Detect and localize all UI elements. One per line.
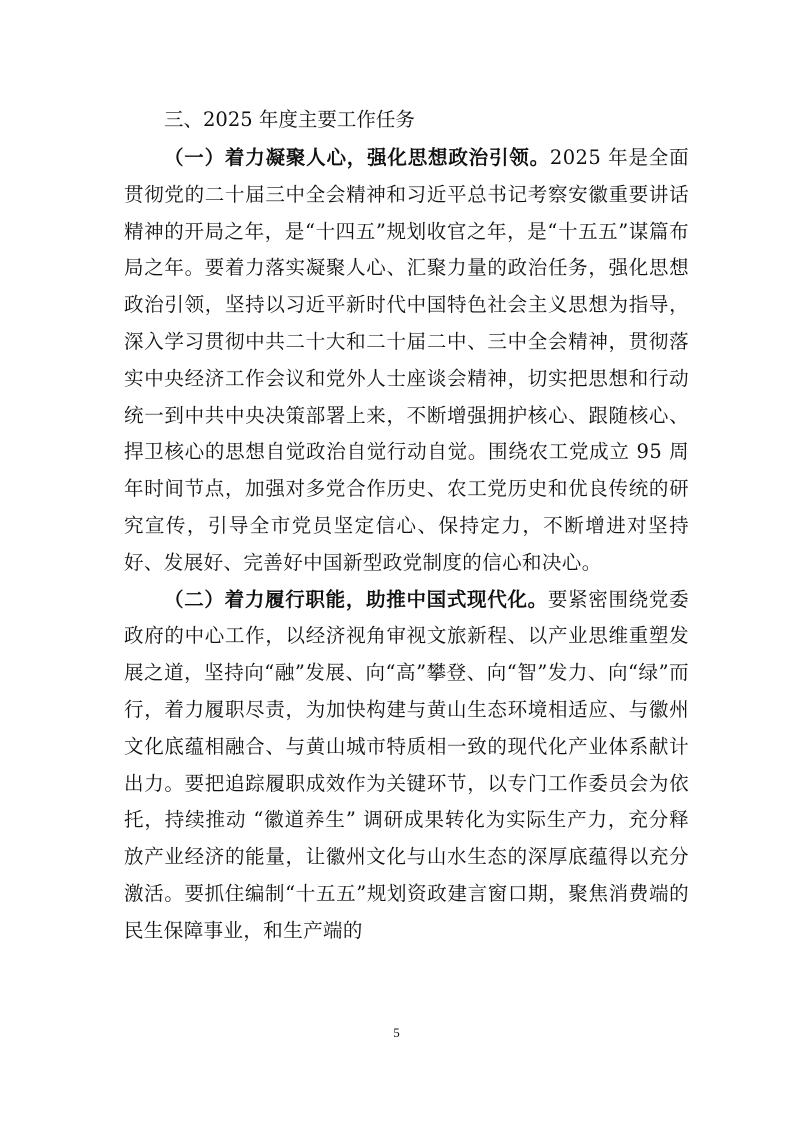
section-heading: 三、2025 年度主要工作任务 [164, 108, 415, 131]
paragraph-1-lead: （一）着力凝聚人心，强化思想政治引领。 [164, 146, 550, 169]
paragraph-2-body: 要紧密围绕党委政府的中心工作，以经济视角审视文旅新程、以产业思维重塑发展之道，坚持向“融”发展、向“高”攀登、向“智”发力、向“绿”而行，着力履职尽责，为加快构建与黄山生态环境相适应、与徽州文化底蕴相融合、与黄山城市特质相一致的现代化产业体系献计出力。要把追踪履职成效作为关键环节，以专门工作委员会为依托，持续推动 “徽道养生” 调研成果转化为实际生产力，充分释放产业经济的能量，让徽州文化与山水生态的深厚底蕴得以充分激活。要抓住编制“十五五”规划资政建言窗口期，聚焦消费端的民生保障事业，和生产端的 [124, 587, 689, 942]
paragraph-2-lead: （二）着力履行职能，助推中国式现代化。 [164, 587, 548, 611]
paragraph-1-body: 2025 年是全面贯彻党的二十届三中全会精神和习近平总书记考察安徽重要讲话精神的开局之年，是“十四五”规划收官之年，是“十五五”谋篇布局之年。要着力落实凝聚人心、汇聚力量的政治任务，强化思想政治引领，坚持以习近平新时代中国特色社会主义思想为指导，深入学习贯彻中共二十大和二十届二中、三中全会精神，贯彻落实中央经济工作会议和党外人士座谈会精神，切实把思想和行动统一到中共中央决策部署上来，不断增强拥护核心、跟随核心、捍卫核心的思想自觉政治自觉行动自觉。围绕农工党成立 95 周年时间节点，加强对多党合作历史、农工党历史和优良传统的研究宣传，引导全市党员坚定信心、保持定力，不断增进对坚持好、发展好、完善好中国新型政党制度的信心和决心。 [124, 146, 689, 574]
paragraph-2 [124, 582, 689, 950]
paragraph-1 [124, 140, 689, 582]
document-body [124, 103, 689, 950]
page-number: 5 [393, 1025, 400, 1040]
